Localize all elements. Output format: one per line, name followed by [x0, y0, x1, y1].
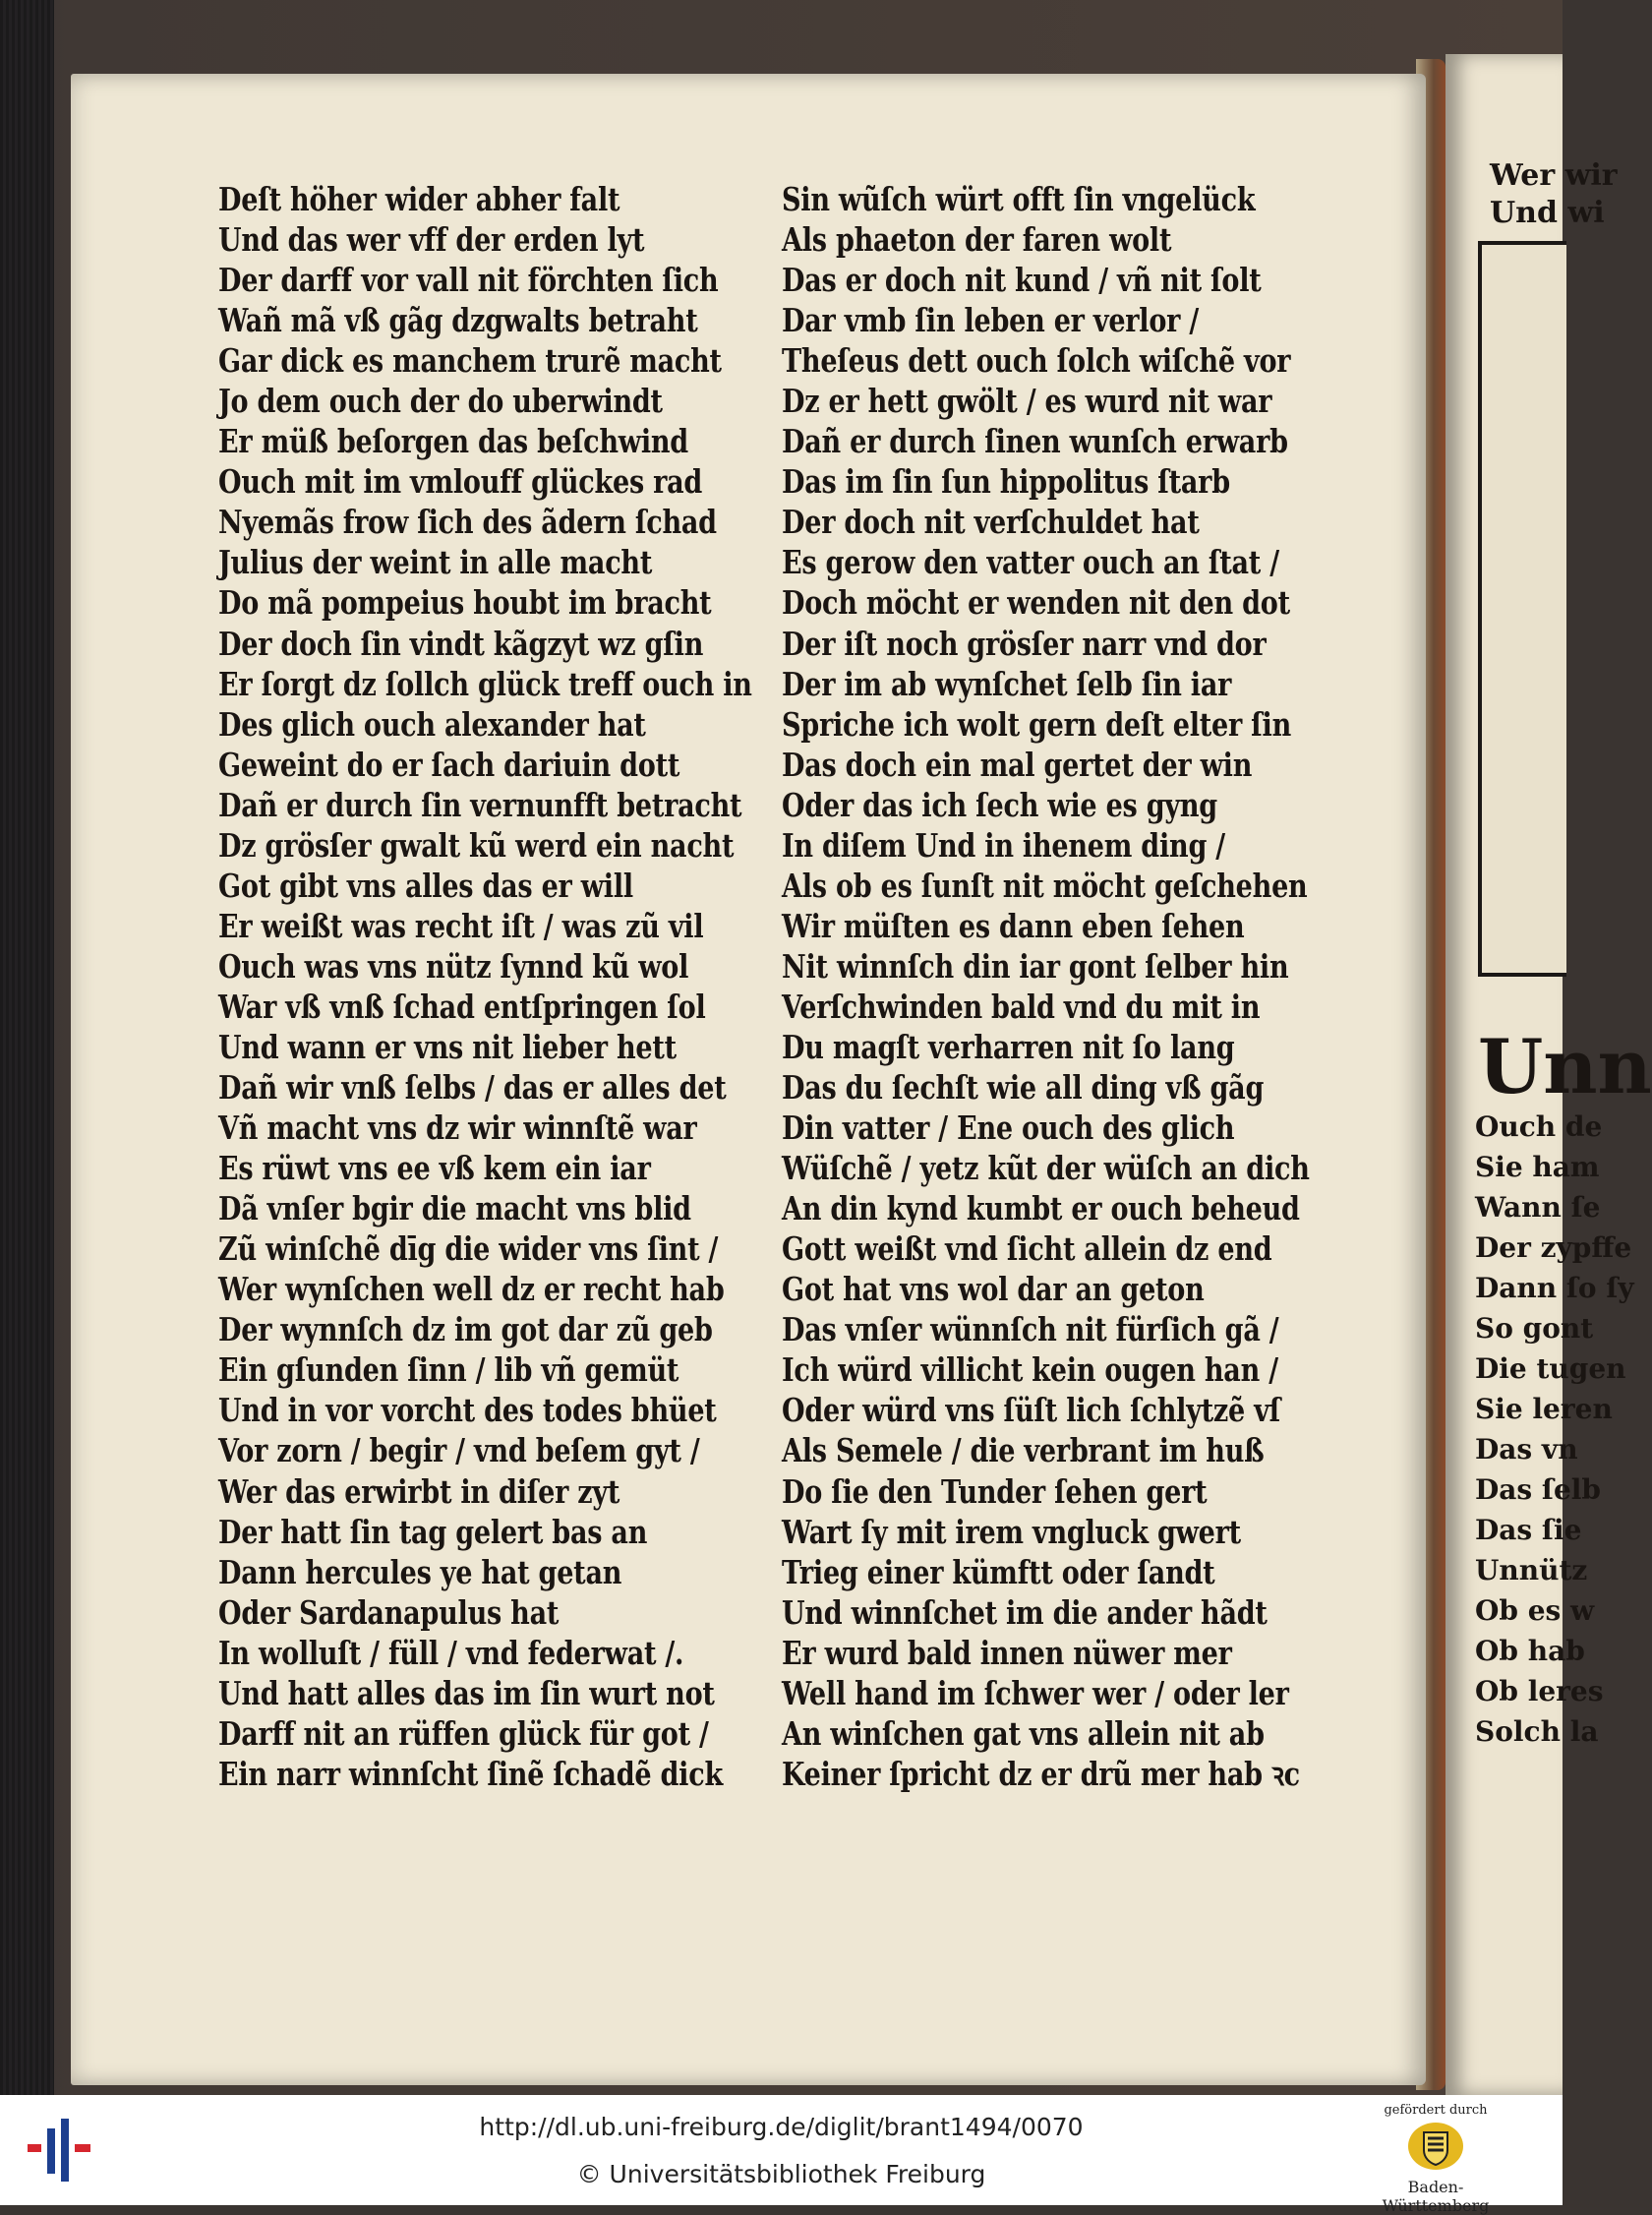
text-line: Gott weißt vnd ſicht allein dz end: [782, 1229, 1272, 1269]
text-line: Gar dick es manchem trurẽ macht: [218, 341, 722, 381]
text-line: Nyemãs frow ſich des ãdern ſchad: [218, 503, 717, 542]
baden-wuerttemberg-coat-of-arms-icon: [1406, 2121, 1465, 2172]
text-line: Theſeus dett ouch ſolch wiſchẽ vor: [782, 341, 1291, 381]
text-line: Wüſchẽ / yetz kũt der wüſch an dich: [782, 1149, 1310, 1188]
text-line: Got gibt vns alles das er will: [218, 866, 633, 905]
woodcut-illustration: [1478, 241, 1566, 977]
text-line: Und winnſchet im die ander hãdt: [782, 1592, 1268, 1632]
text-line: Vor zorn / begir / vnd beſem gyt /: [218, 1431, 700, 1470]
text-line: Doch möcht er wenden nit den dot: [782, 583, 1290, 623]
text-line: Ouch mit im vmlouff glückes rad: [218, 462, 703, 502]
text-line: Als phaeton der faren wolt: [782, 220, 1172, 260]
footer-bar: [0, 2095, 1563, 2215]
text-line: An din kynd kumbt er ouch beheud: [782, 1189, 1300, 1228]
left-text-column: [218, 179, 769, 1794]
text-line: Oder das ich ſech wie es gyng: [782, 785, 1217, 824]
text-line: War vß vnß ſchad entſpringen ſol: [218, 987, 706, 1026]
text-line: Er weißt was recht iſt / was zũ vil: [218, 906, 704, 945]
text-line: Das ſelb: [1475, 1473, 1602, 1506]
text-line: Dã vnſer bgir die macht vns blid: [218, 1189, 691, 1228]
text-line: Dar vmb ſin leben er verlor /: [782, 301, 1199, 340]
text-line: Do ſie den Tunder ſehen gert: [782, 1471, 1208, 1511]
text-line: Vñ macht vns dz wir winnſtẽ war: [218, 1108, 697, 1148]
text-line: Das vnſer wünnſch nit fürſich gã /: [782, 1310, 1279, 1349]
text-line: Dann hercules ye hat getan: [218, 1552, 622, 1591]
text-line: Ich würd villicht kein ougen han /: [782, 1350, 1278, 1390]
right-text-column: [782, 179, 1328, 1794]
text-line: Als Semele / die verbrant im huß: [782, 1431, 1265, 1470]
text-line: Well hand im ſchwer wer / oder ler: [782, 1673, 1289, 1712]
text-line: Ouch was vns nütz ſynnd kũ wol: [218, 946, 689, 986]
text-line: Er wurd bald innen nüwer mer: [782, 1633, 1232, 1672]
text-line: Deſt höher wider abher falt: [218, 180, 620, 218]
text-line: Ein narr winnſcht ſinẽ ſchadẽ dick: [218, 1754, 723, 1793]
text-line: Do mã pompeius houbt im bracht: [218, 583, 712, 623]
text-line: Der wynnſch dz im got dar zũ geb: [218, 1310, 713, 1349]
text-line: Und hatt alles das im ſin wurt not: [218, 1673, 715, 1712]
text-line: Dz er hett gwölt / es wurd nit war: [782, 382, 1272, 421]
text-line: Er ſorgt dz ſollch glück treff ouch in: [218, 664, 752, 703]
sponsor-name: Baden-Württemberg: [1382, 2178, 1490, 2215]
text-line: Darff nit an rüffen glück für got /: [218, 1713, 709, 1753]
text-line: Ob es w: [1475, 1594, 1595, 1627]
text-line: Dann ſo ſy: [1475, 1272, 1634, 1304]
text-line: An winſchen gat vns allein nit ab: [782, 1713, 1265, 1753]
text-line: Die tugen: [1475, 1352, 1626, 1385]
text-line: Dañ wir vnß ſelbs / das er alles det: [218, 1068, 727, 1108]
text-line: Solch la: [1475, 1715, 1599, 1748]
adjacent-line: Wer wir: [1490, 158, 1618, 193]
text-line: Ein gſunden ſinn / lib vñ gemüt: [218, 1350, 679, 1390]
text-line: Das er doch nit kund / vñ nit ſolt: [782, 261, 1262, 300]
text-line: Geweint do er ſach dariuin dott: [218, 745, 680, 784]
text-line: Du magſt verharren nit ſo lang: [782, 1027, 1235, 1066]
text-line: Das doch ein mal gertet der win: [782, 745, 1253, 784]
text-line: Sie ham: [1475, 1151, 1600, 1183]
text-line: Ob leres: [1475, 1675, 1604, 1707]
text-line: Er müß beſorgen das beſchwind: [218, 422, 688, 461]
text-line: Der doch nit verſchuldet hat: [782, 503, 1200, 542]
adjacent-page-top-lines: [1490, 157, 1618, 232]
adjacent-page-text: [1475, 1107, 1634, 1752]
adjacent-line: Und wi: [1490, 196, 1605, 230]
text-line: So gont: [1475, 1312, 1594, 1345]
text-line: Oder Sardanapulus hat: [218, 1592, 560, 1632]
text-line: Der darff vor vall nit förchten ſich: [218, 261, 719, 300]
text-line: Und wann er vns nit lieber hett: [218, 1027, 677, 1066]
text-line: Sin wũſch würt offt ſin vngelück: [782, 180, 1256, 218]
text-line: Der doch ſin vindt kãgzyt wz gſin: [218, 624, 704, 663]
permalink-url[interactable]: http://dl.ub.uni-freiburg.de/diglit/brant1494/0070: [479, 2113, 1084, 2141]
text-line: Des glich ouch alexander hat: [218, 704, 646, 744]
text-line: Spriche ich wolt gern deſt elter ſin: [782, 704, 1291, 744]
text-line: In wolluſt / füll / vnd federwat /.: [218, 1633, 684, 1672]
text-line: Zũ winſchẽ dīg die wider vns ſint /: [218, 1229, 719, 1269]
text-line: Ob hab: [1475, 1635, 1585, 1667]
text-line: Wer wynſchen well dz er recht hab: [218, 1270, 725, 1309]
text-line: Got hat vns wol dar an geton: [782, 1270, 1205, 1309]
text-line: Din vatter / Ene ouch des glich: [782, 1108, 1235, 1148]
text-line: Und das wer vff der erden lyt: [218, 220, 645, 260]
text-line: Unnütz: [1475, 1554, 1588, 1586]
text-line: Wir müſten es dann eben ſehen: [782, 906, 1245, 945]
text-line: Der im ab wynſchet ſelb ſin iar: [782, 664, 1232, 703]
text-line: Wer das erwirbt in diſer zyt: [218, 1471, 620, 1511]
text-line: Dañ er durch ſinen wunſch erwarb: [782, 422, 1288, 461]
book-spine: [0, 0, 54, 2095]
text-line: Sie leren: [1475, 1393, 1613, 1425]
adjacent-page-heading: Unn: [1478, 1023, 1652, 1110]
text-line: Als ob es ſunſt nit möcht geſchehen: [782, 866, 1308, 905]
text-line: Das vn: [1475, 1433, 1578, 1466]
text-line: Der iſt noch grösſer narr vnd dor: [782, 624, 1267, 663]
copyright-notice: © Universitätsbibliothek Freiburg: [576, 2160, 986, 2188]
text-line: Und in vor vorcht des todes bhüet: [218, 1391, 717, 1430]
text-line: Wart ſy mit irem vngluck gwert: [782, 1512, 1241, 1551]
text-line: Verſchwinden bald vnd du mit in: [782, 987, 1261, 1026]
text-line: Es rüwt vns ee vß kem ein iar: [218, 1149, 651, 1188]
text-line: Wañ mã vß gãg dzgwalts betraht: [218, 301, 698, 340]
text-line: Julius der weint in alle macht: [218, 543, 653, 582]
text-line: Dañ er durch ſin vernunfft betracht: [218, 785, 742, 824]
text-line: Dz grösſer gwalt kũ werd ein nacht: [218, 825, 735, 865]
text-line: Das du ſechſt wie all ding vß gãg: [782, 1068, 1265, 1108]
text-line: Jo dem ouch der do uberwindt: [218, 382, 663, 421]
text-line: Der zypffe: [1475, 1231, 1632, 1264]
text-line: Wann ſe: [1475, 1191, 1601, 1224]
text-line: Nit winnſch din iar gont ſelber hin: [782, 946, 1289, 986]
text-line: In diſem Und in ihenem ding /: [782, 825, 1225, 865]
text-line: Der hatt ſin tag gelert bas an: [218, 1512, 648, 1551]
text-line: Das ſie: [1475, 1514, 1582, 1546]
text-line: Trieg einer kümftt oder ſandt: [782, 1552, 1215, 1591]
text-line: Ouch de: [1475, 1110, 1603, 1143]
text-line: Oder würd vns ſüſt lich ſchlytzẽ vſ: [782, 1391, 1281, 1430]
text-line: Das im ſin ſun hippolitus ſtarb: [782, 462, 1230, 502]
text-line: Keiner ſpricht dz er drũ mer hab ꝛc: [782, 1754, 1300, 1793]
text-line: Es gerow den vatter ouch an ſtat /: [782, 543, 1279, 582]
sponsor-label: gefördert durch: [1384, 2103, 1488, 2118]
